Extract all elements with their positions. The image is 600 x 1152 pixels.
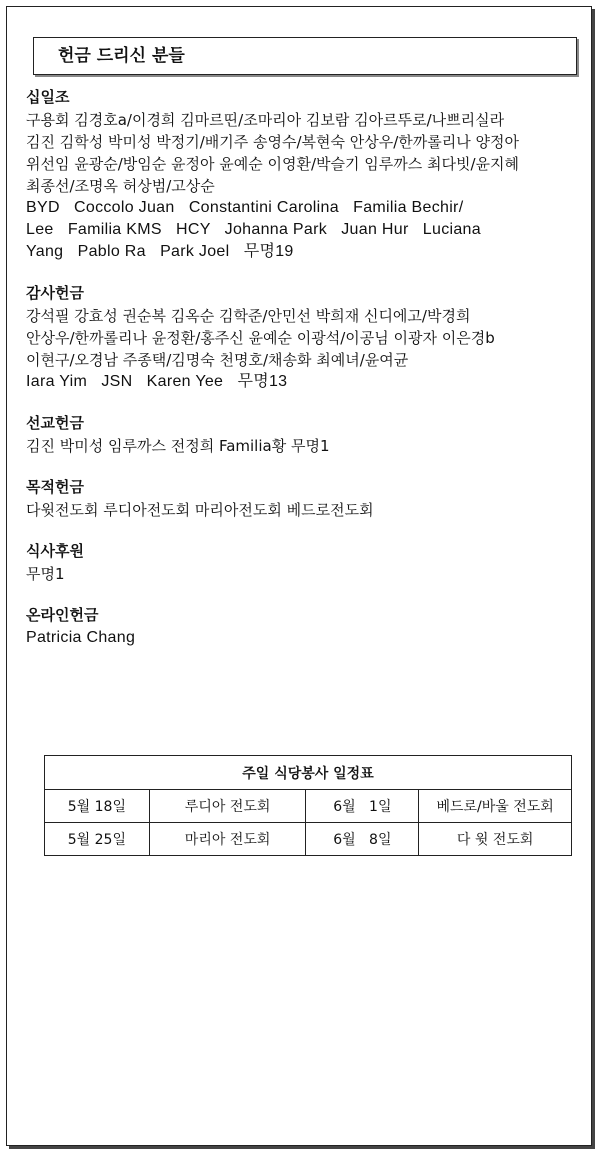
donor-line: Yang Pablo Ra Park Joel 무명19: [26, 243, 294, 260]
donor-line: Patricia Chang: [26, 629, 136, 646]
donor-line: 무명1: [26, 565, 65, 583]
offering-list: [26, 86, 572, 668]
section-heading: 식사후원: [26, 542, 84, 560]
offering-section: [26, 604, 572, 649]
schedule-date: 6월 1일: [306, 790, 419, 823]
schedule-group: 마리아 전도회: [149, 823, 306, 856]
donor-line: Lee Familia KMS HCY Johanna Park Juan Hur Luciana: [26, 221, 481, 238]
section-heading: 온라인헌금: [26, 606, 99, 624]
schedule-group: 베드로/바울 전도회: [419, 790, 572, 823]
section-heading: 목적헌금: [26, 478, 84, 496]
schedule-header-row: [45, 756, 572, 790]
donor-line: 안상우/한까롤리나 윤정환/홍주신 윤예순 이광석/이공님 이광자 이은경b: [26, 329, 495, 347]
schedule-date: 6월 8일: [306, 823, 419, 856]
donor-line: 위선임 윤광순/방임순 윤정아 윤예순 이영환/박슬기 임루까스 최다빗/윤지혜: [26, 155, 519, 173]
donor-line: Iara Yim JSN Karen Yee 무명13: [26, 373, 288, 390]
schedule-date: 5월 25일: [45, 823, 150, 856]
serving-schedule-table: [44, 755, 572, 856]
offering-section: [26, 540, 572, 585]
schedule-row: [45, 790, 572, 823]
donor-line: 김진 박미성 임루까스 전정희 Familia황 무명1: [26, 437, 330, 455]
schedule-row: [45, 823, 572, 856]
offering-section: [26, 282, 572, 393]
section-heading: 선교헌금: [26, 414, 84, 432]
donor-line: 구용회 김경호a/이경희 김마르띤/조마리아 김보람 김아르뚜로/나쁘리실라: [26, 111, 505, 129]
donor-line: 다윗전도회 루디아전도회 마리아전도회 베드로전도회: [26, 501, 374, 519]
schedule-group: 다 윗 전도회: [419, 823, 572, 856]
schedule-group: 루디아 전도회: [149, 790, 306, 823]
page-title: 헌금 드리신 분들: [33, 37, 577, 75]
donor-line: 강석필 강효성 권순복 김옥순 김학준/안민선 박희재 신디에고/박경희: [26, 307, 471, 325]
offering-section: [26, 476, 572, 521]
donor-line: 김진 김학성 박미성 박정기/배기주 송영수/복현숙 안상우/한까롤리나 양정아: [26, 133, 519, 151]
offering-section: [26, 412, 572, 457]
schedule-date: 5월 18일: [45, 790, 150, 823]
section-heading: 감사헌금: [26, 284, 84, 302]
donor-line: BYD Coccolo Juan Constantini Carolina Familia Bechir/: [26, 199, 464, 216]
section-heading: 십일조: [26, 88, 70, 106]
offering-section: [26, 86, 572, 263]
donor-line: 이현구/오경남 주종택/김명숙 천명호/채송화 최예녀/윤여균: [26, 351, 409, 369]
donor-line: 최종선/조명옥 허상범/고상순: [26, 177, 215, 195]
schedule-title: 주일 식당봉사 일정표: [45, 756, 572, 790]
